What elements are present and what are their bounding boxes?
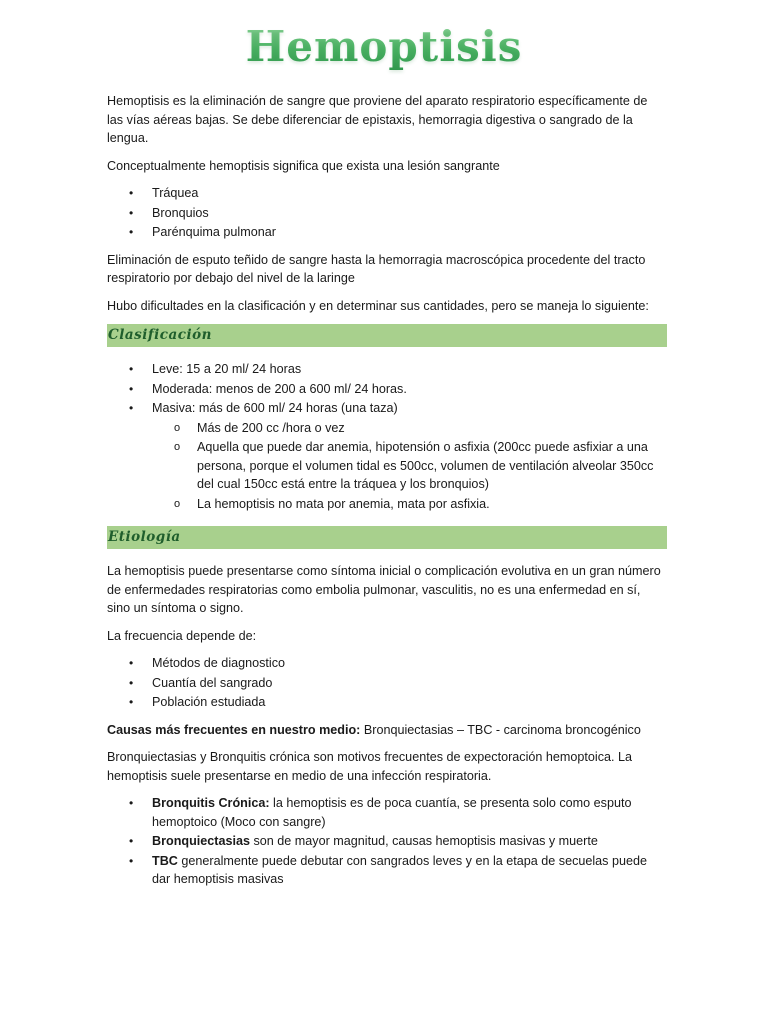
sub-bullet-icon: o xyxy=(174,497,181,510)
concept-paragraph: Conceptualmente hemoptisis significa que exista una lesión sangrante xyxy=(107,158,500,173)
sub-bullet-icon: o xyxy=(174,421,181,434)
etiology-paragraph: La hemoptisis puede presentarse como síntoma inicial o complicación evolutiva en un gran número de enfermedades respiratorias como embolia pulmonar, vasculitis, no es una enfermedad en sí, sino un síntoma o signo. xyxy=(107,564,661,615)
list-item: • Moderada: menos de 200 a 600 ml/ 24 horas. xyxy=(107,380,667,399)
list-item: • Cuantía del sangrado xyxy=(107,674,667,693)
section-heading-etiologia xyxy=(107,526,667,549)
frequency-factors-list xyxy=(107,654,667,712)
list-item: • Masiva: más de 600 ml/ 24 horas (una taza) xyxy=(107,399,667,418)
bullet-icon: • xyxy=(129,656,134,670)
section-heading-clasificacion xyxy=(107,324,667,347)
section-heading-label: Etiología xyxy=(108,529,181,546)
bullet-icon: • xyxy=(129,362,134,376)
list-item: • Métodos de diagnostico xyxy=(107,654,667,673)
bullet-icon: • xyxy=(129,695,134,709)
document-body xyxy=(107,92,667,898)
list-item: • Bronquios xyxy=(107,204,667,223)
bullet-icon: • xyxy=(129,186,134,200)
bullet-icon: • xyxy=(129,381,134,396)
sub-list-item: o Más de 200 cc /hora o vez xyxy=(107,419,667,438)
list-item: • TBC generalmente puede debutar con sangrados leves y en la etapa de secuelas puede dar hemoptisis masivas xyxy=(129,853,647,886)
sub-list-item: o Aquella que puede dar anemia, hipotensión o asfixia (200cc puede asfixiar a una persona, porque el volumen tidal es 500cc, volumen de ventilación alveolar 350cc del cual 150cc está entre la tráquea y los bronquios) xyxy=(174,440,654,491)
intro-paragraph: Hemoptisis es la eliminación de sangre que proviene del aparato respiratorio específicamente de las vías aéreas bajas. Se debe diferenciar de epistaxis, hemorragia digestiva o sangrado de la lengua. xyxy=(107,94,648,145)
list-item: • Población estudiada xyxy=(107,693,667,712)
list-item: • Parénquima pulmonar xyxy=(107,223,667,242)
classification-list xyxy=(107,360,667,418)
title-block xyxy=(0,22,768,71)
bullet-icon: • xyxy=(129,796,134,810)
bullet-icon: • xyxy=(129,675,134,690)
elimination-paragraph: Eliminación de esputo teñido de sangre hasta la hemorragia macroscópica procedente del tracto respiratorio por debajo del nivel de la laringe xyxy=(107,252,646,285)
bullet-icon: • xyxy=(129,225,134,239)
list-item: • Tráquea xyxy=(107,184,667,203)
sub-bullet-icon: o xyxy=(174,441,181,453)
bullet-icon: • xyxy=(129,401,134,415)
page-title: Hemoptisis xyxy=(245,22,523,71)
section-heading-label: Clasificación xyxy=(108,327,212,344)
list-item: • Bronquiectasias son de mayor magnitud, causas hemoptisis masivas y muerte xyxy=(107,832,667,851)
massive-sublist xyxy=(107,419,667,514)
bullet-icon: • xyxy=(129,205,134,220)
sites-list xyxy=(107,184,667,242)
frequency-paragraph: La frecuencia depende de: xyxy=(107,628,257,643)
difficulty-paragraph: Hubo dificultades en la clasificación y en determinar sus cantidades, pero se maneja lo siguiente: xyxy=(107,298,649,313)
causes-text: Bronquiectasias – TBC - carcinoma broncogénico xyxy=(360,722,641,737)
causes-label: Causas más frecuentes en nuestro medio: xyxy=(107,722,361,737)
sub-list-item: o La hemoptisis no mata por anemia, mata por asfixia. xyxy=(107,495,667,514)
bullet-icon: • xyxy=(129,834,134,848)
bronchiectasis-paragraph: Bronquiectasias y Bronquitis crónica son motivos frecuentes de expectoración hemoptoica. La hemoptisis suele presentarse en medio de una infección respiratoria. xyxy=(107,750,633,783)
bullet-icon: • xyxy=(129,853,134,868)
list-item: • Leve: 15 a 20 ml/ 24 horas xyxy=(107,360,667,379)
cause-details-list xyxy=(107,794,667,889)
list-item: • Bronquitis Crónica: la hemoptisis es de poca cuantía, se presenta solo como esputo hemoptoico (Moco con sangre) xyxy=(129,796,632,829)
causes-paragraph xyxy=(107,721,667,740)
